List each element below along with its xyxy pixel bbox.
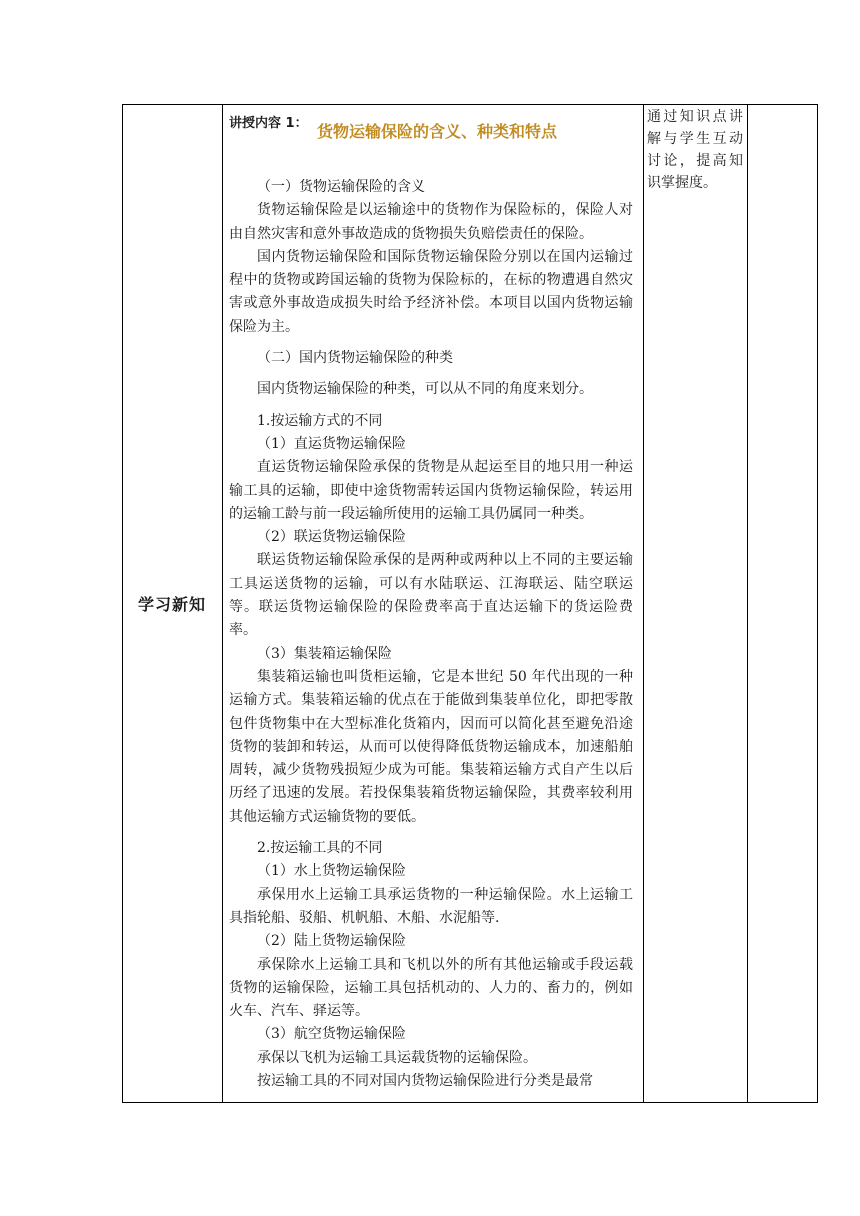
column-divider-1 [222,104,223,1103]
content-heading: （2）陆上货物运输保险 [257,933,406,950]
content-paragraph: 货物运输保险是以运输途中的货物作为保险标的，保险人对由自然灾害和意外事故造成的货物损失负赔偿责任的保险。 [229,202,633,242]
content-paragraph: 按运输工具的不同对国内货物运输保险进行分类是最常 [257,1072,593,1089]
teaching-method-cell [643,104,747,194]
content-heading: （一）货物运输保险的含义 [257,179,425,195]
content-heading: 2.按运输工具的不同 [257,840,383,857]
teaching-method-note: 通过知识点讲解与学生互动讨论，提高知识掌握度。 [647,109,743,191]
section-label: 学习新知 [137,595,206,614]
content-heading: （3）航空货物运输保险 [257,1026,406,1043]
content-paragraph: 国内货物运输保险和国际货物运输保险分别以在国内运输过程中的货物或跨国运输的货物为保险标的，在标的物遭遇自然灾害或意外事故造成损失时给予经济补偿。本项目以国内货物运输保险为主。 [229,248,633,335]
section-cell [122,104,222,1103]
content-paragraph: 承保除水上运输工具和飞机以外的所有其他运输或手段运载货物的运输保险，运输工具包括机动的、人力的、畜力的，例如火车、汽车、驿运等。 [229,956,633,1020]
content-paragraph: 承保用水上运输工具承运货物的一种运输保险。水上运输工具指轮船、驳船、机帆船、木船、水泥船等. [229,886,633,926]
lecture-body [229,176,633,1093]
content-heading: （1）直运货物运输保险 [257,435,406,452]
lecture-label: 讲授内容 1： [229,116,308,131]
spacer [229,370,633,378]
spacer [229,339,633,347]
column-divider-2 [643,104,644,1103]
content-paragraph: 承保以飞机为运输工具运载货物的运输保险。 [257,1049,537,1066]
content-paragraph: 国内货物运输保险的种类，可以从不同的角度来划分。 [257,381,593,398]
content-paragraph: 集装箱运输也叫货柜运输，它是本世纪 50 年代出现的一种运输方式。集装箱运输的优点在于能做到集装单位化，即把零散包件货物集中在大型标准化货箱内，因而可以简化甚至避免沿途货物的装卸和转运，从而可以使得降低货物运输成本，加速船舶周转，减少货物残损短少成为可能。集装箱运输方式自产生以后历经了迅速的发展。若投保集装箱货物运输保险，其费率较利用其他运输方式运输货物的要低。 [229,668,633,825]
lecture-title: 货物运输保险的含义、种类和特点 [317,122,558,141]
table-bottom-border [122,1102,818,1103]
content-heading: （3）集装箱运输保险 [257,645,392,662]
lecture-content-cell [229,114,633,1093]
content-heading: （二）国内货物运输保险的种类 [257,350,453,367]
content-paragraph: 直运货物运输保险承保的货物是从起运至目的地只用一种运输工具的运输，即使中途货物需转运国内货物运输保险，转运用的运输工龄与前一段运输所使用的运输工具仍属同一种类。 [229,459,633,522]
lesson-table [122,104,818,1103]
content-heading: （2）联运货物运输保险 [257,529,406,546]
spacer [229,829,633,837]
table-right-border [817,104,818,1103]
column-divider-3 [747,104,748,1103]
content-heading: （1）水上货物运输保险 [257,863,406,880]
spacer [229,402,633,410]
content-paragraph: 联运货物运输保险承保的是两种或两种以上不同的主要运输工具运送货物的运输，可以有水陆联运、江海联运、陆空联运等。联运货物运输保险的保险费率高于直达运输下的货运险费率。 [229,552,633,639]
lecture-header [229,114,633,176]
content-heading: 1.按运输方式的不同 [257,412,383,429]
